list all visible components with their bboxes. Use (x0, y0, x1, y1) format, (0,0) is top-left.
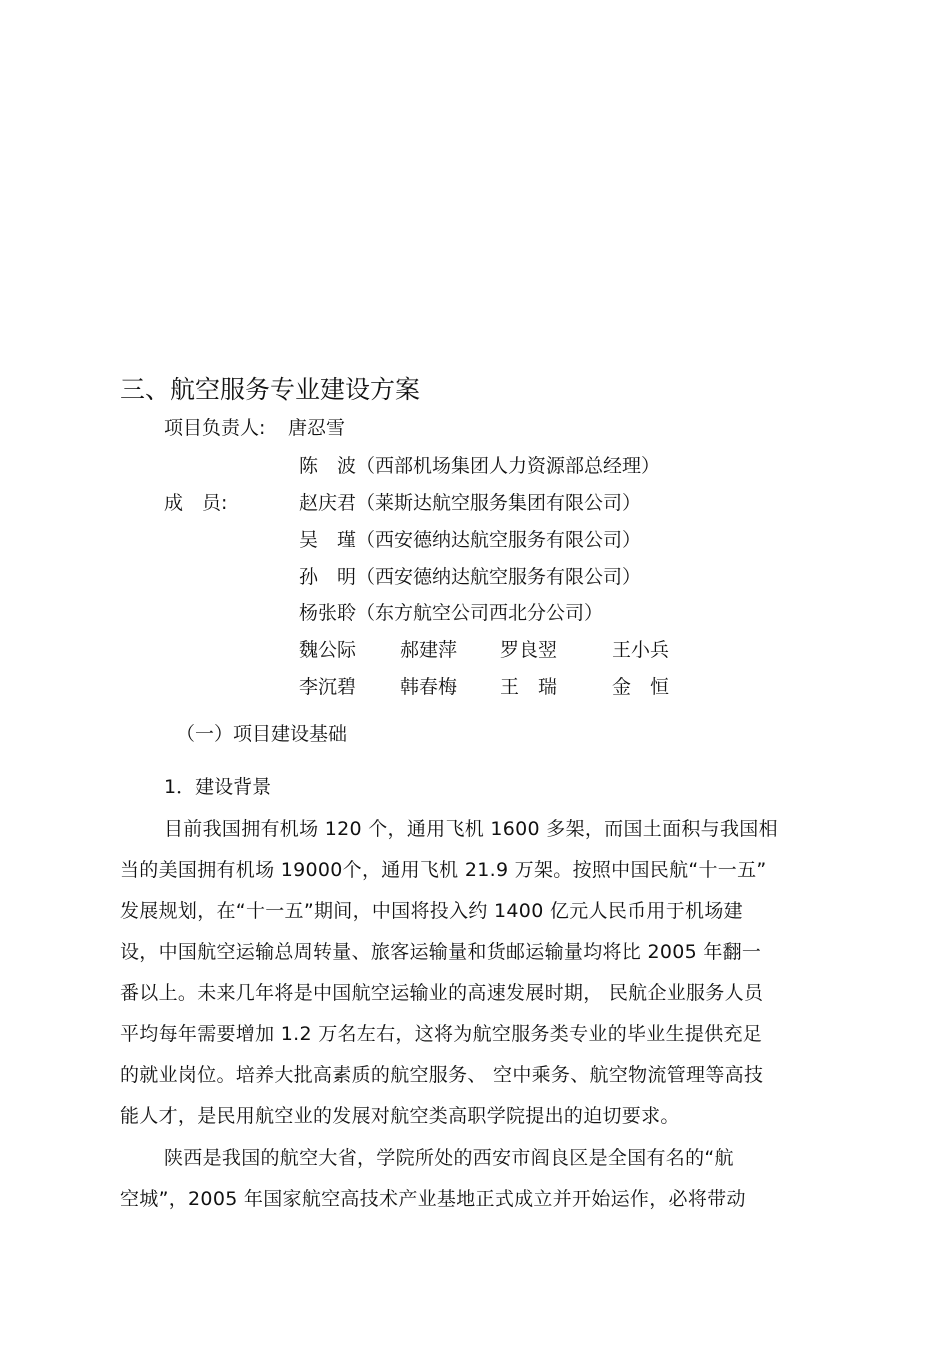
subsection-title: （一）项目建设基础 (176, 723, 348, 745)
member-line: 陈 波（西部机场集团人力资源部总经理） (299, 455, 661, 477)
item-title: 1．建设背景 (164, 776, 272, 798)
paragraph-line: 的就业岗位。培养大批高素质的航空服务、 空中乘务、航空物流管理等高技 (120, 1064, 764, 1086)
paragraph-line: 发展规划，在“十一五”期间，中国将投入约 1400 亿元人民币用于机场建 (120, 900, 743, 922)
members-label: 成 员: (164, 492, 228, 514)
leader-label: 项目负责人: (164, 417, 266, 439)
member-name: 金 恒 (612, 676, 670, 698)
paragraph-line: 番以上。未来几年将是中国航空运输业的高速发展时期， 民航企业服务人员 (120, 982, 764, 1004)
member-name: 罗良翌 (500, 639, 558, 661)
paragraph-line: 设，中国航空运输总周转量、旅客运输量和货邮运输量均将比 2005 年翻一 (120, 941, 762, 963)
member-name: 韩春梅 (400, 676, 458, 698)
member-name: 李沉碧 (299, 676, 357, 698)
paragraph-line: 能人才，是民用航空业的发展对航空类高职学院提出的迫切要求。 (120, 1105, 680, 1127)
member-name: 王 瑞 (500, 676, 558, 698)
section-title: 三、航空服务专业建设方案 (120, 375, 421, 404)
member-name: 王小兵 (612, 639, 670, 661)
member-line: 赵庆君（莱斯达航空服务集团有限公司） (299, 492, 642, 514)
member-line: 杨张聆（东方航空公司西北分公司） (299, 602, 604, 624)
member-name: 魏公际 (299, 639, 357, 661)
member-line: 吴 瑾（西安德纳达航空服务有限公司） (299, 529, 642, 551)
paragraph-line: 空城”，2005 年国家航空高技术产业基地正式成立并开始运作，必将带动 (120, 1188, 746, 1210)
leader-name: 唐忍雪 (288, 417, 346, 439)
paragraph-line: 陕西是我国的航空大省，学院所处的西安市阎良区是全国有名的“航 (164, 1147, 734, 1169)
member-name: 郝建萍 (400, 639, 458, 661)
member-line: 孙 明（西安德纳达航空服务有限公司） (299, 566, 642, 588)
paragraph-line: 当的美国拥有机场 19000个，通用飞机 21.9 万架。按照中国民航“十一五” (120, 859, 767, 881)
paragraph-line: 目前我国拥有机场 120 个，通用飞机 1600 多架，而国土面积与我国相 (164, 818, 778, 840)
paragraph-line: 平均每年需要增加 1.2 万名左右，这将为航空服务类专业的毕业生提供充足 (120, 1023, 763, 1045)
